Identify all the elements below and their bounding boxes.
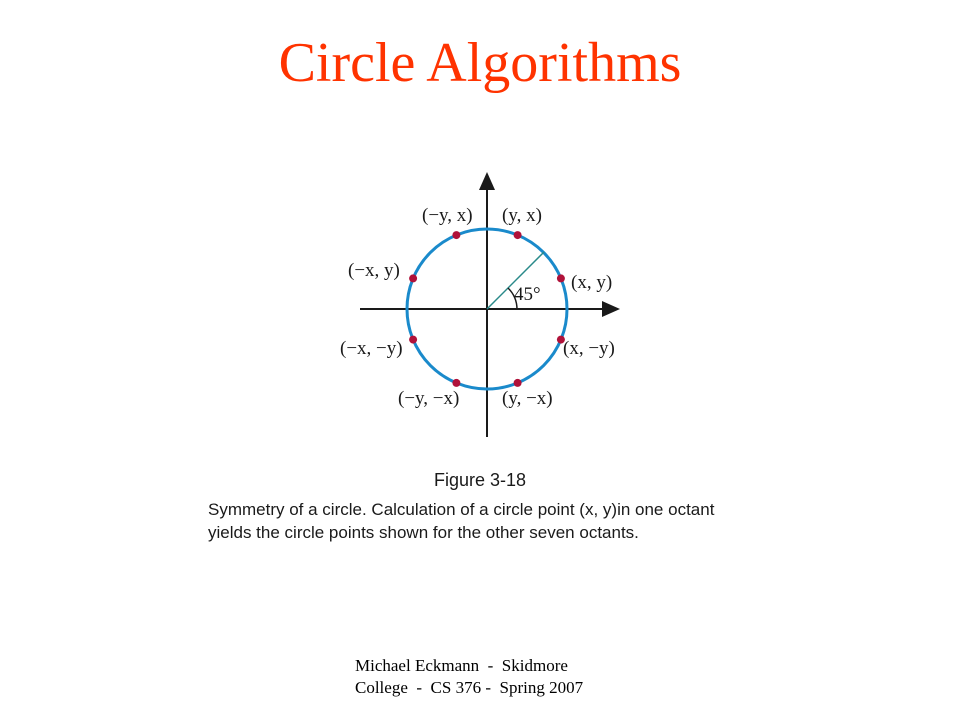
point-label: (y, x) xyxy=(502,205,542,226)
symmetry-point xyxy=(409,274,417,282)
point-label: (x, y) xyxy=(571,272,613,293)
symmetry-point xyxy=(514,379,522,387)
slide-footer xyxy=(355,655,675,699)
point-label: (y, −x) xyxy=(502,388,553,409)
figure-number: Figure 3-18 xyxy=(433,470,527,490)
footer-line: College - CS 376 - Spring 2007 xyxy=(355,678,584,697)
footer-line: Michael Eckmann - Skidmore xyxy=(355,656,568,675)
symmetry-point xyxy=(452,379,460,387)
point-label: (x, −y) xyxy=(563,338,615,359)
point-label: (−x, y) xyxy=(348,260,400,281)
point-label: (−x, −y) xyxy=(340,338,403,359)
point-label: (−y, x) xyxy=(422,205,473,226)
point-label: (−y, −x) xyxy=(398,388,460,409)
symmetry-point xyxy=(514,231,522,239)
symmetry-point xyxy=(452,231,460,239)
slide-title: Circle Algorithms xyxy=(278,32,682,94)
figure-caption xyxy=(208,498,788,544)
caption-line: yields the circle points shown for the other seven octants. xyxy=(208,523,639,542)
symmetry-point xyxy=(557,274,565,282)
symmetry-point xyxy=(409,336,417,344)
caption-line: Symmetry of a circle. Calculation of a circle point (x, y)in one octant xyxy=(208,500,715,519)
angle-label: 45° xyxy=(514,284,541,305)
